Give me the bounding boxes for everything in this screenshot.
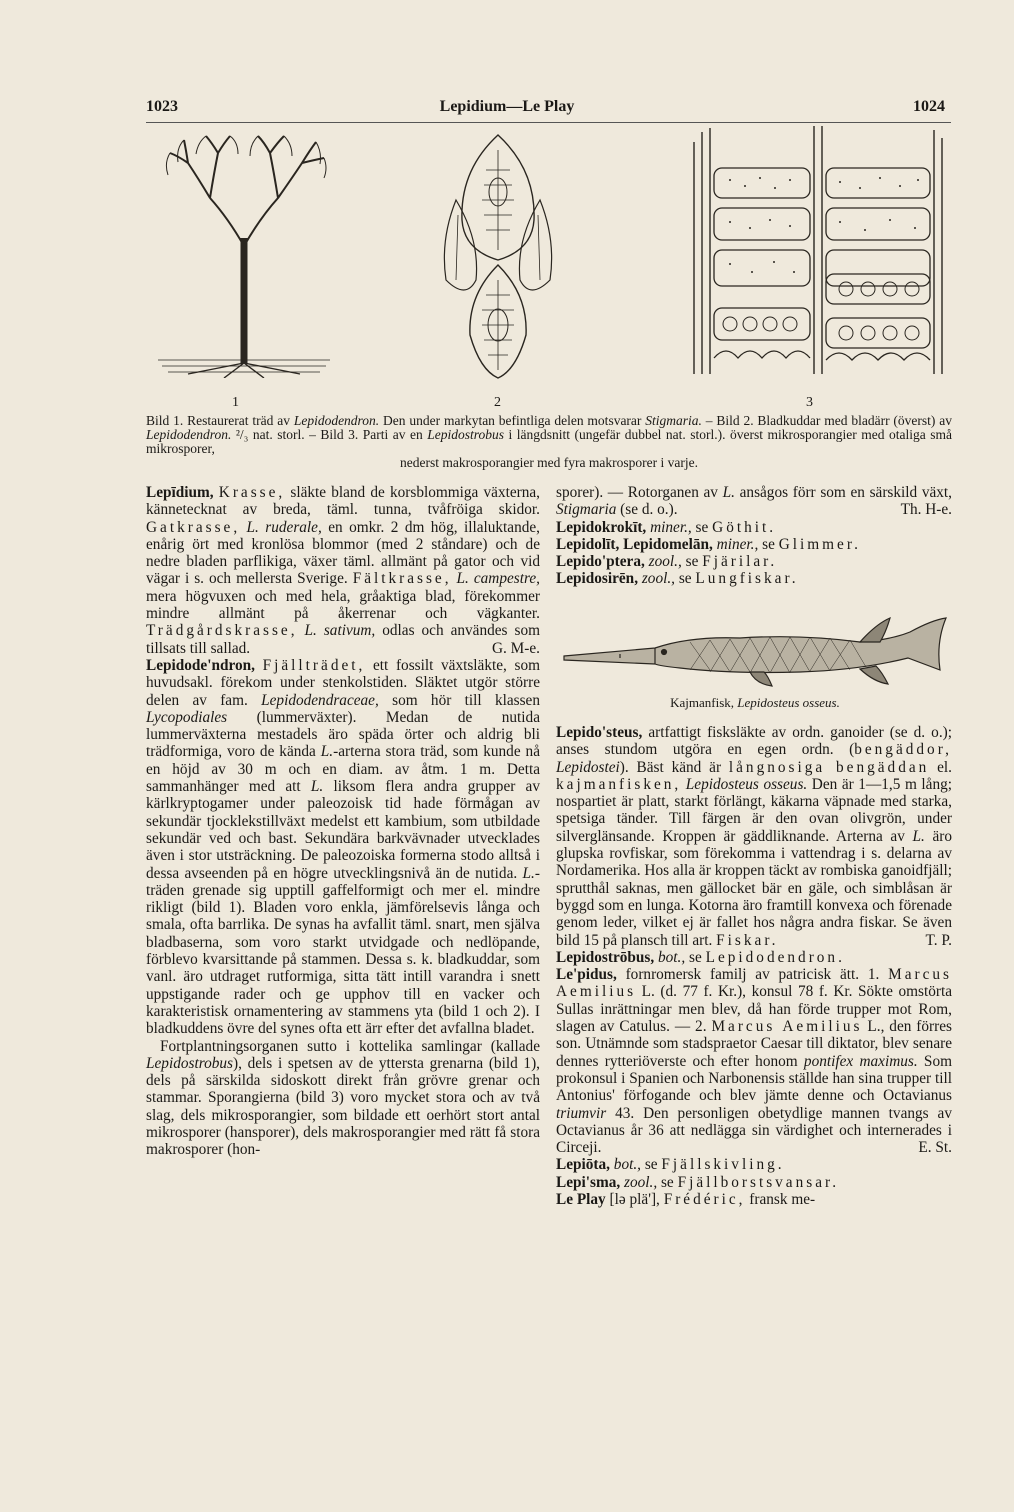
figure-2-number: 2 [494,395,501,410]
entry-lepidostrobus: Lepidostrōbus, bot., se Lepidodendron. [556,948,845,966]
entry-lepidokrokit: Lepidokrokīt, miner., se Göthit. [556,518,777,536]
entry-lepidoptera: Lepido'ptera, zool., se Fjärilar. [556,553,778,571]
figure-3-lepidostrobus-section [690,122,946,374]
entry-lepidolit: Lepidolīt, Lepidomelān, miner., se Glimmer. [556,535,861,553]
right-text-column-top [556,484,952,588]
entry-le-play: Le Play [lə plä'], Frédéric, fransk me- [556,1191,816,1209]
entry-lepiota: Lepiōta, bot., se Fjällskivling. [556,1156,785,1174]
running-head: Lepidium—Le Play [439,98,575,115]
left-text-column [146,484,540,1159]
entry-lepidodendron-cont: Fortplantningsorganen sutto i kottelika samlingar (kallade Lepidostrobus), dels i spetsen av de yttersta grenarna (bild 1), dels på särskilda sidoskott direkt från grövre grenar och stammar. Sporangierna (bild 3) voro mycket stora och av två slag, dels mikrosporangier, som bildade ett oerhört stort antal mikrosporer (hansporer), dels makrosporangier med rätt få stora makrosporer (hon- [146,1037,540,1159]
right-text-column-bottom [556,724,952,1208]
figure-2-leaf-cushions-illustration [436,130,560,380]
entry-lepidus: Le'pidus, fornromersk familj av patricisk ätt. 1. Marcus Aemilius L. (d. 77 f. Kr.), konsul 78 f. Kr. Sökte omstörta Sullas inrättningar men blev, då han förde trupper mot Rom, slagen av Catulus. — 2. Marcus Aemilius L., den förres son. Utnämnde som stadspraetor Caesar till diktator, blev senare dennes rytteriöverste och efter honom pontifex maximus. Som prokonsul i Spanien och Narbonensis ställde han sina trupper till Antonius' förfogande och blev jämte denne och Octavianus triumvir 43. Den personligen obetydlige mannen tvangs av Octavianus år 36 att nedlägga sin värdighet och internerades i Circeji. E. St. [556,966,952,1157]
entry-lepidodendron-end: sporer). — Rotorganen av L. ansågos förr som en särskild växt, Stigmaria (se d. o.). Th. H-e. [556,484,952,519]
entry-lepisma: Lepi'sma, zool., se Fjällborstsvansar. [556,1173,840,1191]
entry-lepidosteus: Lepido'steus, artfattigt fisksläkte av ordn. ganoider (se d. o.); anses stundom utgöra en egen ordn. (bengäddor, Lepidostei). Bäst känd är långnosiga bengäddan el. kajmanfisken, Lepidosteus osseus. Den är 1—1,5 m lång; nospartiet är platt, starkt förlängt, käkarna väpnade med starka, spetsiga tänder. Till färgen är den ovan olivgrön, under silverglänsande. Kroppen är gäddliknande. Arterna av L. äro glupska rovfiskar, som förekomma i vattendrag i s. delarna av Nordamerika. Hos alla är kroppen täckt av rombiska ganoidfjäll; sprutthål saknas, men gällocket bär en gäle, och simblåsan är byggd som en lunga. Kotorna äro framtill konvexa och förenade genom leder, vilket ej är fallet hos några andra fiskar. Se även bild 15 på plansch till art. Fiskar. T. P. [556,724,952,949]
figure-1-number: 1 [232,395,239,410]
figure-caption: Bild 1. Restaurerat träd av Lepidodendron. Den under markytan befintliga delen motsvarar Stigmaria. – Bild 2. Bladkuddar med bladärr (överst) av Lepidodendron. ²/₃ nat. storl. – Bild 3. Parti av en Lepidostrobus i längdsnitt (ungefär dubbel nat. storl.). överst mikrosporangier med otaliga små mikrosporer, nederst makrosporangier med fyra makrosporer i varje. [146,413,952,470]
figure-gar-fish-illustration [560,612,950,692]
page-number-right: 1024 [913,98,945,115]
entry-lepidosiren: Lepidosirēn, zool., se Lungfiskar. [556,570,799,588]
fish-caption: Kajmanfisk, Lepidosteus osseus. [670,695,840,710]
entry-lepidodendron: Lepidode'ndron, Fjällträdet, ett fossilt växtsläkte, som huvudsakl. förekom under stenkolstiden. Släktet utgör större delen av fam. Lepidodendraceae, som hör till klassen Lycopodiales (lummerväxter). Medan de nutida lummerväxterna mestadels äro späda örter och aldrig bli trädformiga, voro de kända L.-arterna stora träd, som kunde nå en höjd av 30 m och en diam. av åtm. 1 m. Detta sammanhänger med att L. liksom flera andra grupper av kärlkryptogamer under paleozoisk tid hade förmågan av sekundär tjocklekstillväxt medelst ett kambium, som utbildade sekundär ved och bast. Sekundära barkvävnader utvecklades även i stor utsträckning. De paleozoiska formerna stodo alltså i dessa avseenden på en högre utvecklingsnivå än de nutida. L.-träden grenade sig upptill gaffelformigt och mer el. mindre rikligt (bild 1). Bladen voro enkla, jämförelsevis långa och smala, ofta barrlika. De synas ha avfallit täml. snart, men själva bladbaserna, som voro starkt utvidgade och nedlöpande, förblevo kvarsittande på stammen. Dessa s. k. bladkuddar, som vanl. äro utdraget rutformiga, sitta tätt intill varandra i snett uppstigande rader och ge upphov till en vacker och karakteristisk ornamentering av stammens yta (bild 1 och 2). I bladkuddens övre del synes ofta ett ärr efter det avfallna bladet. [146,656,541,1038]
entry-lepidium: Lepīdium, Krasse, släkte bland de korsblommiga växterna, kännetecknat av breda, täml. tunna, tvåfröiga skidor. Gatkrasse, L. ruderale, en omkr. 2 dm hög, illaluktande, enårig ört med kronlösa blommor (med 2 ståndare) och de nedre bladen parflikiga, växer täml. allmänt på gator och vid vägar i s. och mellersta Sverige. Fältkrasse, L. campestre, mera högvuxen och med hela, gråaktiga blad, förekommer mindre allmänt på åkerrenar och vägkanter. Trädgårdskrasse, L. sativum, odlas och användes som tillsats till sallad. G. M-e. [146,484,540,657]
figure-3-number: 3 [806,395,813,410]
page-number-left: 1023 [146,98,178,115]
figure-1-tree-illustration [148,128,340,378]
